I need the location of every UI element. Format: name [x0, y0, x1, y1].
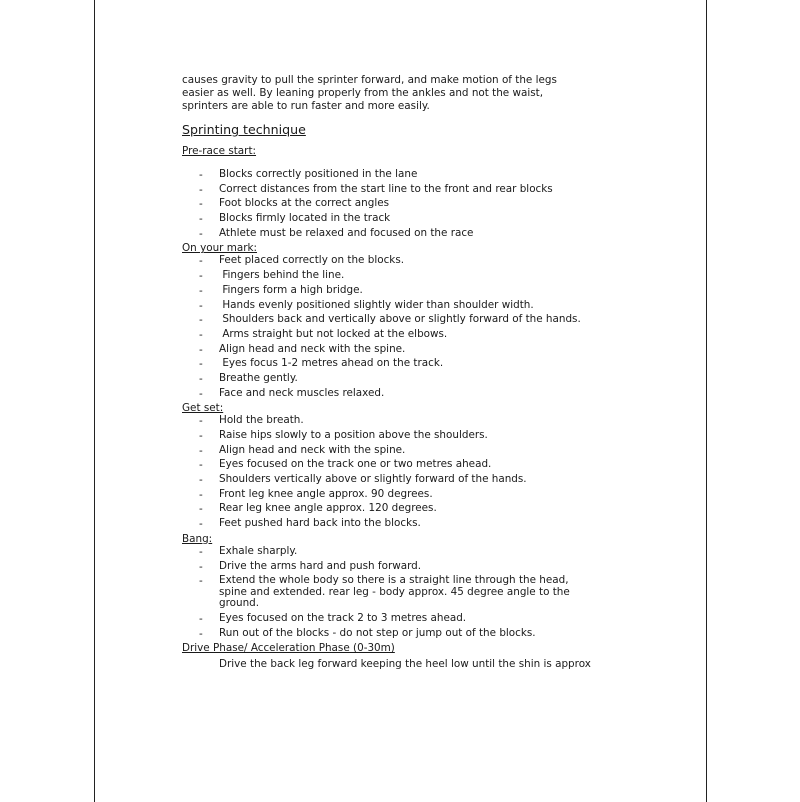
drive-phase-title: Drive Phase/ Acceleration Phase (0-30m)	[182, 642, 395, 655]
list-item-text: Eyes focused on the track 2 to 3 metres ahead.	[219, 612, 467, 625]
list-item-text: Raise hips slowly to a position above the shoulders.	[219, 429, 488, 441]
dash-bullet: -	[199, 560, 203, 573]
dash-bullet: -	[199, 270, 203, 283]
list-item-text: Feet pushed hard back into the blocks.	[219, 517, 421, 530]
list-item-text: Run out of the blocks - do not step or jump out of the blocks.	[219, 626, 536, 639]
list-item	[182, 518, 632, 530]
dash-bullet: -	[199, 328, 203, 341]
list-item-text: Hold the breath.	[219, 414, 304, 427]
list-item-text: Align head and neck with the spine.	[219, 443, 406, 456]
dash-bullet: -	[199, 255, 203, 268]
list-item	[182, 329, 632, 341]
dash-bullet: -	[199, 459, 203, 472]
list-item-text: Exhale sharply.	[219, 544, 298, 557]
list-item	[182, 415, 632, 427]
dash-bullet: -	[199, 299, 203, 312]
list-item-text: Correct distances from the start line to the front and rear blocks	[219, 182, 553, 195]
list-item	[182, 184, 632, 196]
list-item	[182, 474, 632, 486]
list-item-text: Athlete must be relaxed and focused on the race	[219, 226, 474, 239]
drive-phase-text: Drive the back leg forward keeping the heel low until the shin is approx	[219, 658, 591, 671]
list-item-text: Extend the whole body so there is a straight line through the head, spine and extended. rear leg - body approx. 45 degree angle to the ground.	[219, 574, 574, 610]
dash-bullet: -	[199, 358, 203, 371]
list-item-text: Rear leg knee angle approx. 120 degrees.	[219, 502, 437, 515]
intro-paragraph	[182, 74, 632, 113]
list-item	[182, 358, 632, 370]
list-item	[182, 228, 632, 240]
intro-line: easier as well. By leaning properly from the ankles and not the waist,	[182, 87, 544, 99]
dash-bullet: -	[199, 314, 203, 327]
dash-bullet: -	[199, 343, 203, 356]
list-item	[182, 388, 632, 400]
list-item-text: Front leg knee angle approx. 90 degrees.	[219, 487, 433, 500]
dash-bullet: -	[199, 575, 203, 588]
list-item	[182, 575, 632, 610]
list-item-text: Breathe gently.	[219, 371, 298, 384]
dash-bullet: -	[199, 183, 203, 196]
list-item-text: Arms straight but not locked at the elbows.	[219, 327, 448, 340]
dash-bullet: -	[199, 284, 203, 297]
list-item	[182, 546, 632, 558]
technique-groups	[182, 145, 632, 639]
list-item-text: Shoulders vertically above or slightly forward of the hands.	[219, 473, 527, 486]
intro-line: sprinters are able to run faster and more easily.	[182, 100, 430, 112]
list-item	[182, 300, 632, 312]
dash-bullet: -	[199, 444, 203, 457]
list-item	[182, 613, 632, 625]
list-item-text: Align head and neck with the spine.	[219, 342, 406, 355]
dash-bullet: -	[199, 613, 203, 626]
list-item-text: Blocks correctly positioned in the lane	[219, 168, 418, 180]
dash-bullet: -	[199, 372, 203, 385]
list-item	[182, 198, 632, 210]
list-item	[182, 430, 632, 442]
group-title: Pre-race start:	[182, 145, 257, 157]
dash-bullet: -	[199, 545, 203, 558]
list-item	[182, 503, 632, 515]
group-title: Get set:	[182, 402, 224, 415]
list-item	[182, 169, 632, 181]
dash-bullet: -	[199, 430, 203, 442]
list-item	[182, 344, 632, 356]
list-item-text: Face and neck muscles relaxed.	[219, 386, 385, 399]
list-item-text: Hands evenly positioned slightly wider than shoulder width.	[219, 298, 534, 311]
list-item-text: Shoulders back and vertically above or slightly forward of the hands.	[219, 313, 581, 326]
list-item	[182, 445, 632, 457]
dash-bullet: -	[199, 415, 203, 428]
list-item-text: Foot blocks at the correct angles	[219, 197, 390, 210]
intro-line: causes gravity to pull the sprinter forward, and make motion of the legs	[182, 74, 557, 86]
list-item	[182, 270, 632, 282]
bullet-list	[182, 415, 632, 529]
list-item-text: Fingers behind the line.	[219, 269, 345, 282]
dash-bullet: -	[199, 518, 203, 531]
list-item-text: Blocks firmly located in the track	[219, 212, 391, 225]
dash-bullet: -	[199, 488, 203, 501]
bullet-list	[182, 546, 632, 640]
group-title: On your mark:	[182, 242, 258, 255]
list-item-text: Fingers form a high bridge.	[219, 283, 363, 296]
list-item	[182, 255, 632, 267]
list-item	[182, 561, 632, 573]
list-item	[182, 213, 632, 225]
group-title: Bang:	[182, 532, 213, 545]
list-item	[182, 314, 632, 326]
list-item-text: Eyes focus 1-2 metres ahead on the track.	[219, 357, 444, 370]
list-item	[182, 628, 632, 640]
section-heading: Sprinting technique	[182, 122, 306, 137]
dash-bullet: -	[199, 627, 203, 640]
list-item-text: Drive the arms hard and push forward.	[219, 559, 422, 572]
dash-bullet: -	[199, 213, 203, 226]
dash-bullet: -	[199, 169, 203, 181]
dash-bullet: -	[199, 198, 203, 211]
dash-bullet: -	[199, 503, 203, 516]
dash-bullet: -	[199, 227, 203, 240]
list-item	[182, 373, 632, 385]
document-content	[182, 74, 632, 671]
list-item	[182, 489, 632, 501]
list-item-text: Feet placed correctly on the blocks.	[219, 254, 405, 267]
list-item-text: Eyes focused on the track one or two metres ahead.	[219, 458, 492, 471]
dash-bullet: -	[199, 474, 203, 487]
list-item	[182, 285, 632, 297]
dash-bullet: -	[199, 387, 203, 400]
bullet-list	[182, 255, 632, 399]
bullet-list	[182, 169, 632, 239]
list-item	[182, 459, 632, 471]
